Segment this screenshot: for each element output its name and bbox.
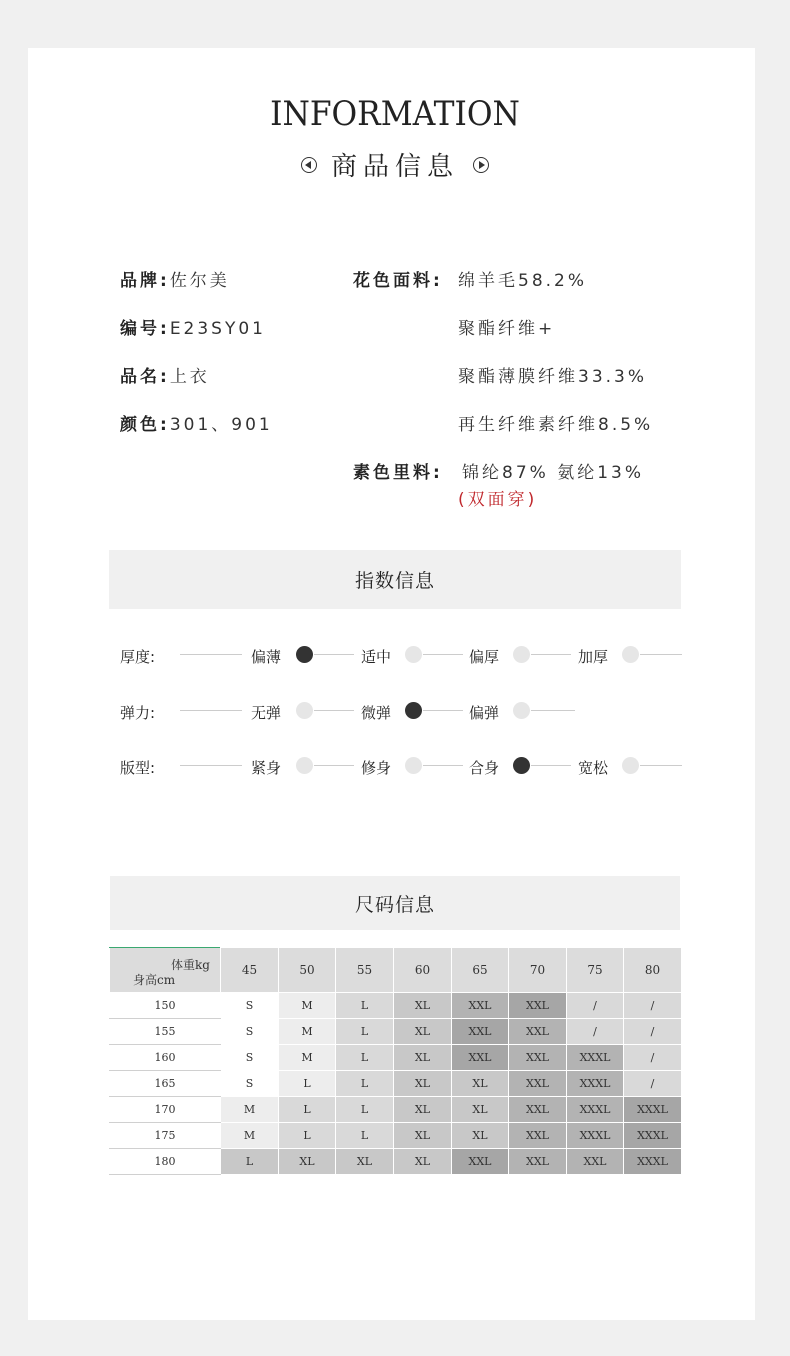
- info-row-code: [120, 314, 266, 339]
- index-dot-selected: [513, 757, 530, 774]
- index-dot: [622, 757, 639, 774]
- size-cell: /: [624, 1045, 682, 1071]
- lining-label: 素色里料:: [353, 463, 443, 483]
- index-dot: [405, 757, 422, 774]
- size-cell: S: [221, 993, 279, 1019]
- index-line: [640, 765, 682, 766]
- index-option: 紧身: [251, 759, 282, 777]
- size-cell: L: [336, 1045, 394, 1071]
- info-row-brand: [120, 266, 230, 291]
- size-cell: L: [336, 993, 394, 1019]
- info-value: 301、901: [169, 415, 273, 435]
- index-option: 偏弹: [469, 704, 500, 722]
- info-row-color: [120, 410, 273, 435]
- index-line: [180, 710, 242, 711]
- size-cell: XL: [394, 1123, 452, 1149]
- size-cell: XXL: [452, 1149, 509, 1175]
- index-line: [180, 654, 242, 655]
- index-dot: [513, 702, 530, 719]
- size-cell: XL: [452, 1071, 509, 1097]
- index-row-label: 版型:: [120, 759, 156, 777]
- size-cell: S: [221, 1045, 279, 1071]
- index-option: 加厚: [578, 648, 609, 666]
- size-cell: XXXL: [624, 1097, 682, 1123]
- size-cell: /: [624, 1071, 682, 1097]
- size-cell: XXL: [567, 1149, 624, 1175]
- table-row: [110, 993, 682, 1019]
- index-option: 合身: [469, 759, 500, 777]
- size-cell: S: [221, 1071, 279, 1097]
- size-cell: XL: [394, 1019, 452, 1045]
- size-cell: XL: [452, 1097, 509, 1123]
- index-option: 偏厚: [469, 648, 500, 666]
- height-cell: 175: [110, 1123, 221, 1149]
- index-dot: [405, 646, 422, 663]
- index-option: 无弹: [251, 704, 282, 722]
- table-row: [110, 1123, 682, 1149]
- size-cell: L: [279, 1071, 336, 1097]
- size-cell: M: [279, 1019, 336, 1045]
- height-cell: 180: [110, 1149, 221, 1175]
- corner-weight-label: 体重kg: [171, 958, 210, 972]
- left-arrow-icon: [301, 157, 317, 173]
- fabric-label: 花色面料:: [353, 271, 443, 291]
- index-option: 修身: [361, 759, 392, 777]
- weight-header-cell: 65: [452, 948, 509, 993]
- index-line: [314, 654, 354, 655]
- weight-header-cell: 55: [336, 948, 394, 993]
- size-cell: M: [279, 993, 336, 1019]
- height-cell: 150: [110, 993, 221, 1019]
- size-cell: XL: [394, 1149, 452, 1175]
- weight-header-cell: 60: [394, 948, 452, 993]
- header-subtitle: 商品信息: [330, 152, 459, 182]
- size-cell: XXL: [452, 1019, 509, 1045]
- size-cell: XXXL: [567, 1071, 624, 1097]
- index-section-title: 指数信息: [354, 570, 435, 592]
- index-line: [314, 765, 354, 766]
- index-line: [531, 710, 575, 711]
- size-cell: L: [336, 1097, 394, 1123]
- info-label: 品名:: [120, 367, 170, 387]
- index-option: 适中: [361, 648, 392, 666]
- size-cell: L: [336, 1123, 394, 1149]
- size-cell: XL: [394, 1071, 452, 1097]
- size-cell: XXXL: [567, 1045, 624, 1071]
- size-cell: S: [221, 1019, 279, 1045]
- size-cell: XL: [279, 1149, 336, 1175]
- index-dot: [296, 702, 313, 719]
- table-row: [110, 1019, 682, 1045]
- size-cell: XXL: [509, 1149, 567, 1175]
- header-subtitle-row: [0, 146, 790, 183]
- corner-height-label: 身高cm: [133, 973, 176, 987]
- size-table-header-row: [110, 948, 682, 993]
- size-table-corner: [110, 948, 221, 993]
- header-title: INFORMATION: [270, 94, 520, 134]
- weight-header-cell: 70: [509, 948, 567, 993]
- weight-header-cell: 80: [624, 948, 682, 993]
- index-dot-selected: [296, 646, 313, 663]
- info-row-name: [120, 362, 210, 387]
- table-row: [110, 1071, 682, 1097]
- fabric-line: 绵羊毛58.2%: [458, 271, 588, 291]
- index-line: [314, 710, 354, 711]
- info-label: 编号:: [120, 319, 170, 339]
- size-cell: M: [279, 1045, 336, 1071]
- info-value: 佐尔美: [169, 271, 230, 291]
- index-section-header: [109, 550, 681, 609]
- info-value: E23SY01: [169, 319, 266, 339]
- size-section-header: [110, 876, 680, 930]
- index-line: [180, 765, 242, 766]
- height-cell: 160: [110, 1045, 221, 1071]
- size-cell: XL: [394, 1097, 452, 1123]
- height-cell: 170: [110, 1097, 221, 1123]
- fabric-line: 再生纤维素纤维8.5%: [458, 415, 654, 435]
- size-cell: XXXL: [567, 1097, 624, 1123]
- index-row-label: 弹力:: [120, 704, 156, 722]
- size-cell: L: [336, 1071, 394, 1097]
- weight-header-cell: 45: [221, 948, 279, 993]
- size-cell: XXL: [452, 993, 509, 1019]
- size-table: [109, 947, 682, 1175]
- info-value: 上衣: [169, 367, 210, 387]
- size-cell: XXL: [509, 1123, 567, 1149]
- right-arrow-icon: [473, 157, 489, 173]
- size-cell: L: [279, 1097, 336, 1123]
- index-option: 宽松: [578, 759, 609, 777]
- index-line: [423, 765, 463, 766]
- size-cell: XXL: [509, 1045, 567, 1071]
- height-cell: 155: [110, 1019, 221, 1045]
- size-section-title: 尺码信息: [354, 894, 435, 916]
- lining-value: 锦纶87% 氨纶13%: [462, 463, 644, 483]
- size-cell: /: [624, 993, 682, 1019]
- size-cell: XXXL: [624, 1123, 682, 1149]
- index-option: 微弹: [361, 704, 392, 722]
- index-line: [531, 654, 571, 655]
- index-option: 偏薄: [251, 648, 282, 666]
- size-cell: XXL: [509, 993, 567, 1019]
- index-line: [423, 710, 463, 711]
- table-row: [110, 1045, 682, 1071]
- size-cell: XXXL: [567, 1123, 624, 1149]
- index-line: [531, 765, 571, 766]
- size-cell: XL: [452, 1123, 509, 1149]
- table-row: [110, 1097, 682, 1123]
- table-row: [110, 1149, 682, 1175]
- index-dot: [296, 757, 313, 774]
- size-cell: M: [221, 1097, 279, 1123]
- index-line: [640, 654, 682, 655]
- size-cell: L: [279, 1123, 336, 1149]
- index-dot: [513, 646, 530, 663]
- weight-header-cell: 75: [567, 948, 624, 993]
- size-cell: L: [336, 1019, 394, 1045]
- size-cell: XL: [394, 993, 452, 1019]
- size-cell: XXL: [509, 1019, 567, 1045]
- size-cell: /: [624, 1019, 682, 1045]
- lining-note: (双面穿): [458, 490, 538, 510]
- size-cell: XXXL: [624, 1149, 682, 1175]
- index-line: [423, 654, 463, 655]
- size-cell: XL: [394, 1045, 452, 1071]
- height-cell: 165: [110, 1071, 221, 1097]
- fabric-line: 聚酯纤维+: [458, 319, 556, 339]
- fabric-line: 聚酯薄膜纤维33.3%: [458, 367, 648, 387]
- size-cell: XXL: [509, 1071, 567, 1097]
- size-cell: XL: [336, 1149, 394, 1175]
- size-cell: /: [567, 993, 624, 1019]
- info-label: 颜色:: [120, 415, 170, 435]
- index-dot-selected: [405, 702, 422, 719]
- info-label: 品牌:: [120, 271, 170, 291]
- size-cell: XXL: [509, 1097, 567, 1123]
- weight-header-cell: 50: [279, 948, 336, 993]
- size-cell: M: [221, 1123, 279, 1149]
- index-dot: [622, 646, 639, 663]
- size-cell: /: [567, 1019, 624, 1045]
- index-row-label: 厚度:: [120, 648, 156, 666]
- size-cell: L: [221, 1149, 279, 1175]
- size-cell: XXL: [452, 1045, 509, 1071]
